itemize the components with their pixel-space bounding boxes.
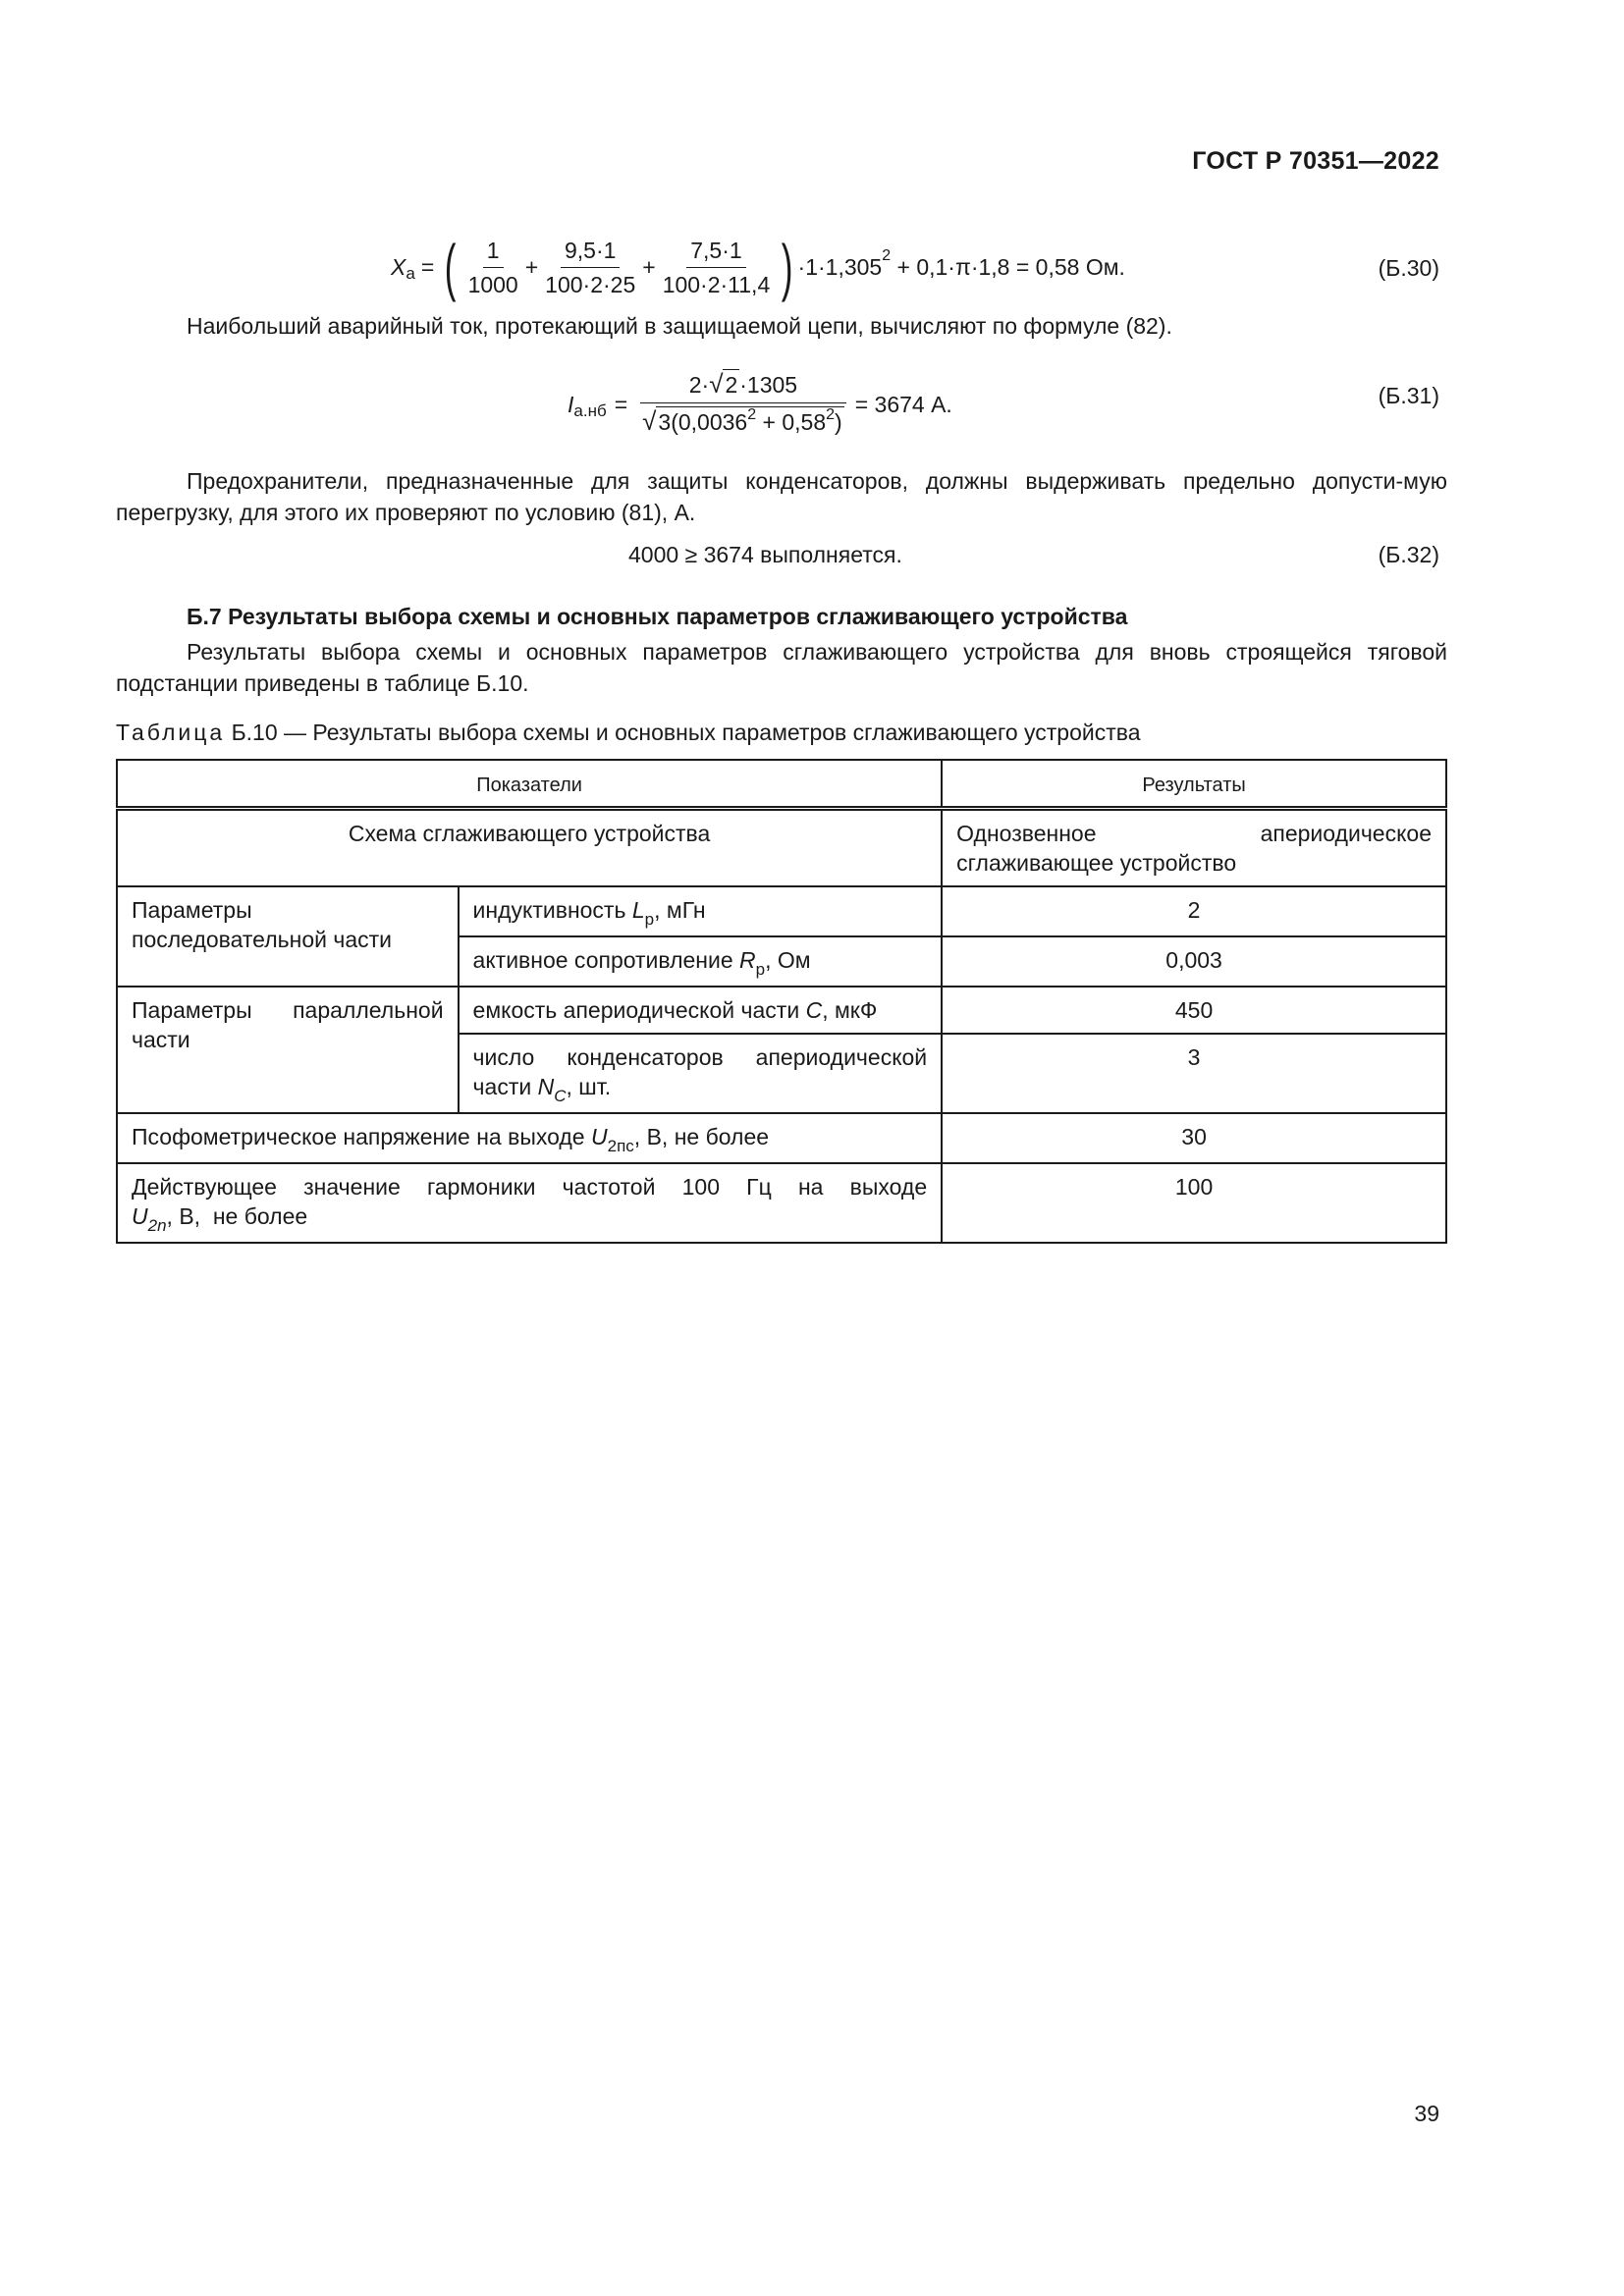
equation-b31: I а.нб = $\frac{2\cdot√2\cdot 1305}{√3(0,0036^2 + 0,58^2)}$ = 3674 А. — [568, 357, 952, 452]
eq30-tail-a: ·1·1,305 — [797, 253, 883, 280]
cell-harmonic-100hz: Действующее значение гармоники частотой 100 Гц на выходе $U_{2n}$, В, не более — [117, 1163, 942, 1243]
table-row — [117, 886, 1446, 936]
cell-capacitor-count: число конденсаторов апериодической части $N_C$, шт. — [459, 1034, 943, 1113]
cell-scheme-value: Однозвенное апериодическое сглаживающее устройство — [942, 809, 1446, 887]
cell-capacitance: емкость апериодической части C, мкФ — [459, 987, 943, 1034]
cell-capacitor-count-value: 3 — [942, 1034, 1446, 1113]
cell-psophometric-voltage-value: 30 — [942, 1113, 1446, 1163]
eq30-fraction-1: $\frac{1}{1000}$ — [467, 237, 518, 297]
eq30-fraction-3: $\frac{7,5\cdot 1}{100\cdot 2\cdot 11,4}$ — [662, 237, 771, 297]
cell-inductance: индуктивность $L_р$, мГн — [459, 886, 943, 936]
section-title-b7: Б.7 Результаты выбора схемы и основных параметров сглаживающего устройства — [187, 604, 1128, 629]
cell-resistance-value: 0,003 — [942, 936, 1446, 987]
cell-harmonic-100hz-value: 100 — [942, 1163, 1446, 1243]
equation-b32: 4000 ≥ 3674 выполняется. — [628, 542, 902, 567]
eq30-lhs-sub: а — [406, 264, 415, 283]
cell-group-series: Параметры последовательной части — [117, 886, 459, 987]
eq30-tail-sup: 2 — [882, 247, 892, 264]
eq31-lhs: I — [568, 391, 574, 417]
cell-group-parallel: Параметры параллельной части — [117, 987, 459, 1113]
cell-resistance: активное сопротивление $R_р$, Ом — [459, 936, 943, 987]
eq30-tail-b: + 0,1·π·1,8 = 0,58 Ом. — [891, 253, 1125, 280]
table-row — [117, 1113, 1446, 1163]
table-row — [117, 809, 1446, 887]
eq31-lhs-sub: а.нб — [573, 401, 607, 420]
paragraph-fuses: Предохранители, предназначенные для защиты конденсаторов, должны выдерживать предельно допусти-мую перегрузку, для этого их проверяют по условию (81), А. — [116, 468, 1447, 525]
equation-number-b30: (Б.30) — [1378, 255, 1439, 281]
table-caption-text: Б.10 — Результаты выбора схемы и основных параметров сглаживающего устройства — [231, 720, 1141, 745]
cell-inductance-value: 2 — [942, 886, 1446, 936]
section-b7-body: Результаты выбора схемы и основных параметров сглаживающего устройства для вновь строящейся тяговой подстанции приведены в таблице Б.10. — [116, 639, 1447, 696]
results-table — [116, 759, 1447, 1244]
document-header-id: ГОСТ Р 70351—2022 — [1192, 147, 1439, 175]
table-header-row — [117, 760, 1446, 809]
cell-capacitance-value: 450 — [942, 987, 1446, 1034]
eq31-result: = 3674 А. — [854, 391, 952, 417]
equation-number-b32: (Б.32) — [1378, 542, 1439, 567]
equation-number-b31: (Б.31) — [1378, 383, 1439, 408]
cell-psophometric-voltage: Псофометрическое напряжение на выходе $U_{2пс}$, В, не более — [117, 1113, 942, 1163]
eq30-fraction-2: $\frac{9,5\cdot 1}{100\cdot 2\cdot 25}$ — [545, 237, 636, 297]
paragraph-emergency-current: Наибольший аварийный ток, протекающий в защищаемой цепи, вычисляют по формуле (82). — [187, 313, 1172, 339]
eq31-fraction: $\frac{2\cdot√2\cdot 1305}{√3(0,0036^2 + 0,58^2)}$ — [638, 369, 848, 440]
equation-b30: X а = ( $\frac{1}{1000}$ + $\frac{9,5\cdot 1}{100\cdot 2\cdot 25}$ + $\frac{7,5\cdot 1}{100\cdot 2\cdot 11,4}$ ) ·1·1,305 2 + 0,1·π·1,8 = 0,58 Ом. — [391, 232, 1125, 302]
table-header-indicators: Показатели — [117, 760, 942, 809]
table-row — [117, 987, 1446, 1034]
cell-scheme-label: Схема сглаживающего устройства — [117, 809, 942, 887]
table-row — [117, 1163, 1446, 1243]
page-number: 39 — [1414, 2101, 1439, 2126]
table-caption — [116, 720, 1141, 746]
table-caption-word: Таблица — [116, 720, 226, 745]
eq30-lhs: X — [391, 253, 406, 280]
table-header-results: Результаты — [942, 760, 1446, 809]
